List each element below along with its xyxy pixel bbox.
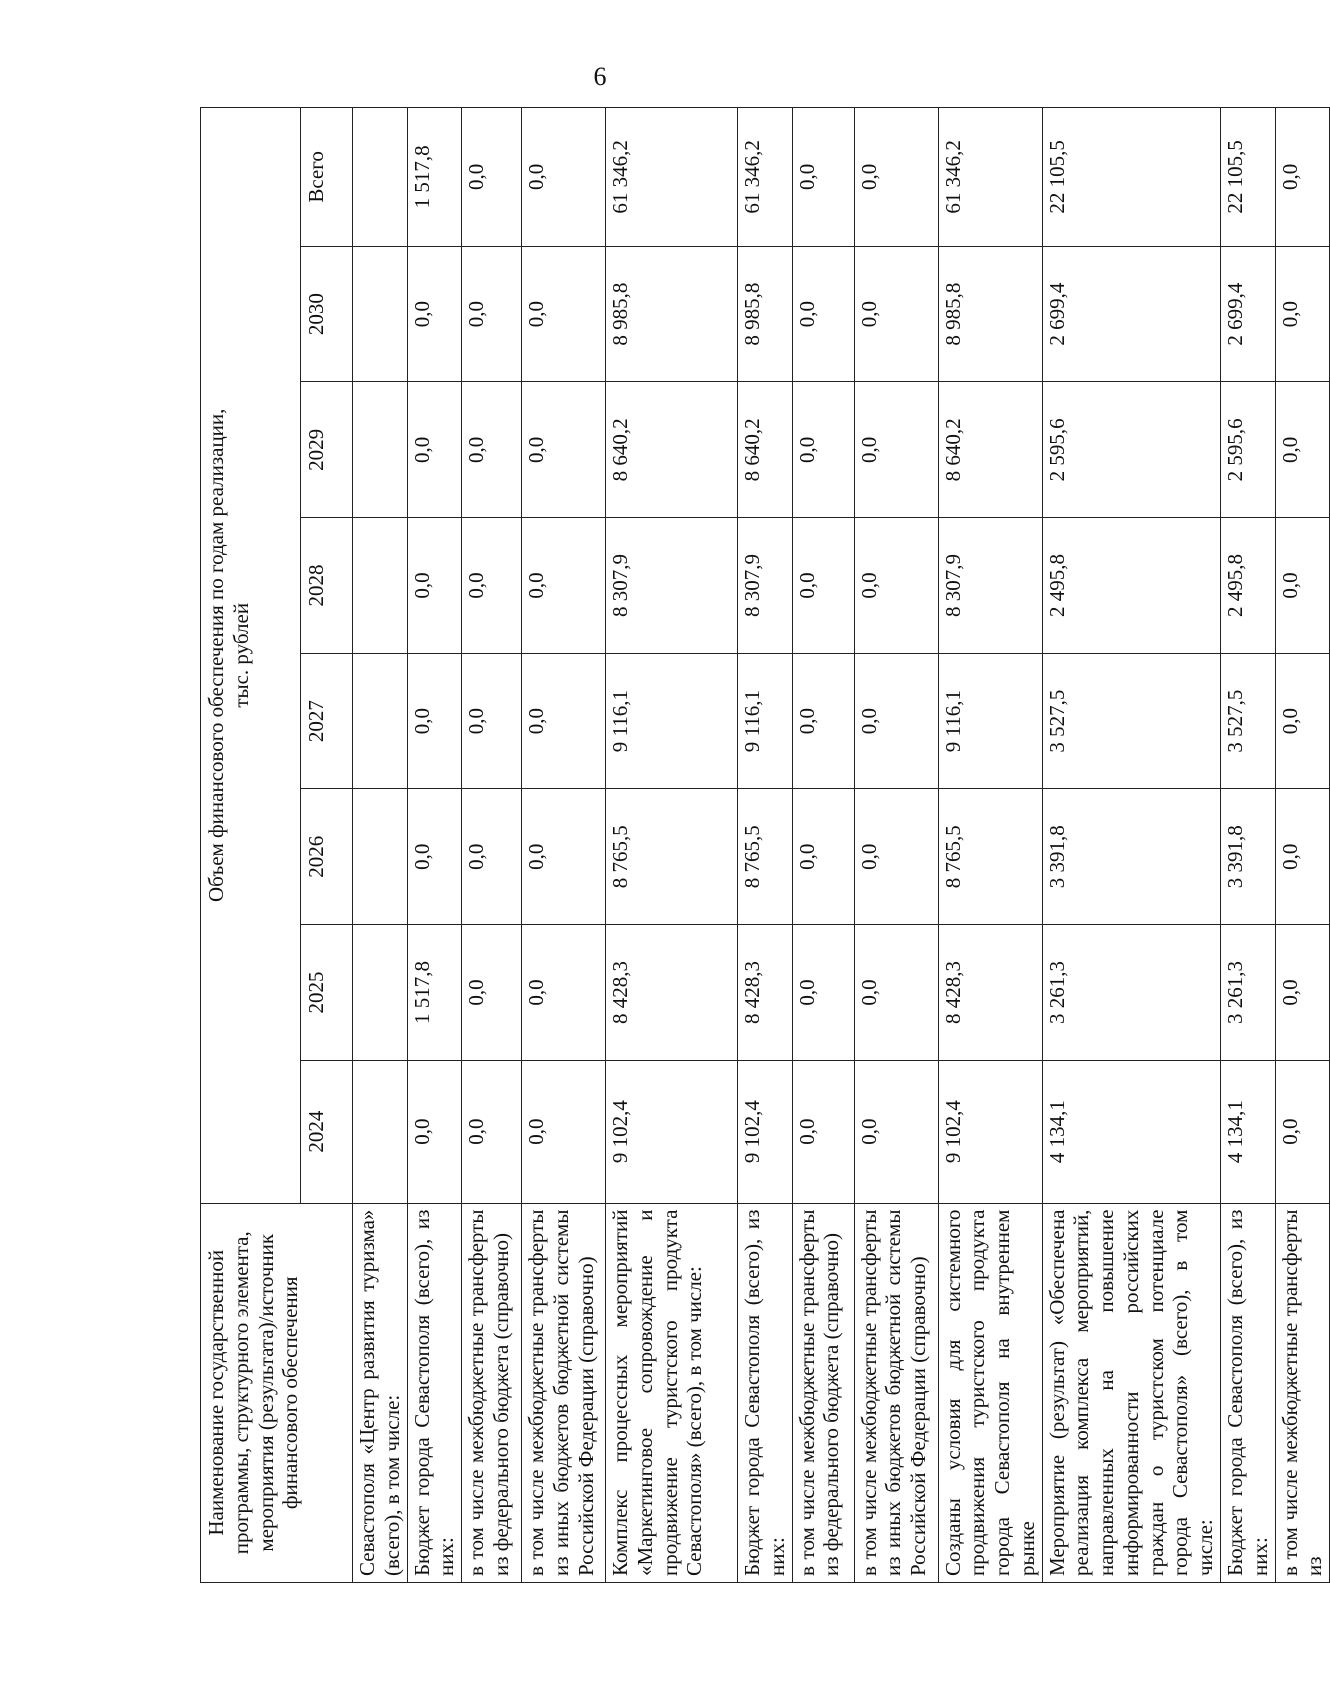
row-value: 0,0: [407, 1060, 462, 1203]
row-value: 0,0: [407, 518, 462, 654]
row-value: 0,0: [1275, 382, 1330, 518]
row-value: 0,0: [854, 518, 938, 654]
row-value: 0,0: [462, 246, 522, 382]
row-value: 8 985,8: [606, 246, 738, 382]
row-name: в том числе межбюджетные трансферты из: [1275, 1203, 1330, 1582]
row-value: 3 527,5: [1221, 653, 1276, 789]
row-value: 9 102,4: [938, 1060, 1042, 1203]
row-value: 2 595,6: [1042, 382, 1220, 518]
page-number: 6: [593, 62, 607, 91]
row-value: 0,0: [1275, 518, 1330, 654]
row-value: 1 517,8: [407, 925, 462, 1061]
row-value: 0,0: [1275, 108, 1330, 247]
header-name-column: Наименование государственной программы, структурного элемента, мероприятия (результата)/источник финансового обеспечения: [201, 1203, 353, 1582]
table-row: [407, 108, 462, 1583]
row-value: 0,0: [792, 789, 854, 925]
row-value: 0,0: [462, 789, 522, 925]
row-value: 0,0: [407, 382, 462, 518]
row-value: 8 307,9: [938, 518, 1042, 654]
row-value: 61 346,2: [938, 108, 1042, 247]
row-value: 3 391,8: [1042, 789, 1220, 925]
row-value: 0,0: [407, 246, 462, 382]
row-value: 4 134,1: [1042, 1060, 1220, 1203]
row-value: 0,0: [522, 789, 606, 925]
row-value: 0,0: [462, 1060, 522, 1203]
row-value: 0,0: [854, 1060, 938, 1203]
table-row: [738, 108, 793, 1583]
row-value: 9 102,4: [738, 1060, 793, 1203]
row-value: 8 428,3: [938, 925, 1042, 1061]
row-value: 8 428,3: [738, 925, 793, 1061]
row-value: 0,0: [522, 653, 606, 789]
row-value: 3 391,8: [1221, 789, 1276, 925]
row-value: 1 517,8: [407, 108, 462, 247]
header-group: [201, 108, 301, 1204]
row-value: 0,0: [792, 108, 854, 247]
rotated-table-container: [200, 107, 1327, 1583]
row-value: 2 699,4: [1042, 246, 1220, 382]
row-value: [353, 789, 408, 925]
row-value: 8 307,9: [738, 518, 793, 654]
header-year: 2028: [301, 518, 353, 654]
row-value: [353, 1060, 408, 1203]
header-year: 2027: [301, 653, 353, 789]
row-value: [353, 925, 408, 1061]
row-value: 0,0: [522, 518, 606, 654]
row-value: 0,0: [792, 653, 854, 789]
row-value: 8 640,2: [606, 382, 738, 518]
row-value: 4 134,1: [1221, 1060, 1276, 1203]
header-group-label: Объем финансового обеспечения по годам реализации,: [204, 408, 228, 902]
row-value: 0,0: [1275, 1060, 1330, 1203]
row-name: Комплекс процессных мероприятий «Маркетинговое сопровождение и продвижение туристского продукта Севастополя» (всего), в том числе:: [606, 1203, 738, 1582]
row-value: 0,0: [407, 653, 462, 789]
row-value: 2 595,6: [1221, 382, 1276, 518]
row-value: 0,0: [462, 382, 522, 518]
row-value: 0,0: [1275, 246, 1330, 382]
row-name: в том числе межбюджетные трансферты из федерального бюджета (справочно): [462, 1203, 522, 1582]
table-row: [938, 108, 1042, 1583]
row-value: [353, 382, 408, 518]
row-value: [353, 653, 408, 789]
row-value: 3 261,3: [1042, 925, 1220, 1061]
row-name: Севастополя «Центр развития туризма» (всего), в том числе:: [353, 1203, 408, 1582]
row-value: 0,0: [462, 653, 522, 789]
table-row: [1042, 108, 1220, 1583]
row-value: 61 346,2: [738, 108, 793, 247]
row-value: 9 116,1: [606, 653, 738, 789]
header-year: 2025: [301, 925, 353, 1061]
financing-table: [200, 107, 1330, 1583]
row-value: 2 495,8: [1042, 518, 1220, 654]
row-value: 22 105,5: [1221, 108, 1276, 247]
row-value: 8 765,5: [938, 789, 1042, 925]
row-value: 8 640,2: [738, 382, 793, 518]
row-value: 8 307,9: [606, 518, 738, 654]
row-value: 0,0: [462, 925, 522, 1061]
row-value: 0,0: [462, 518, 522, 654]
row-value: 0,0: [792, 1060, 854, 1203]
row-name: Бюджет города Севастополя (всего), из них:: [407, 1203, 462, 1582]
row-value: 8 428,3: [606, 925, 738, 1061]
table-row: [1221, 108, 1276, 1583]
row-value: [353, 108, 408, 247]
row-value: 0,0: [1275, 925, 1330, 1061]
table-row: [606, 108, 738, 1583]
row-value: 8 765,5: [606, 789, 738, 925]
row-value: 0,0: [522, 382, 606, 518]
header-year: 2029: [301, 382, 353, 518]
row-name: в том числе межбюджетные трансферты из иных бюджетов бюджетной системы Российской Федерации (справочно): [522, 1203, 606, 1582]
row-value: 0,0: [854, 653, 938, 789]
row-value: 8 985,8: [938, 246, 1042, 382]
row-value: 0,0: [854, 382, 938, 518]
row-value: 8 640,2: [938, 382, 1042, 518]
row-value: 0,0: [792, 925, 854, 1061]
row-value: 0,0: [854, 789, 938, 925]
table-row: [522, 108, 606, 1583]
header-year: 2024: [301, 1060, 353, 1203]
header-year: Всего: [301, 108, 353, 247]
row-value: 0,0: [854, 925, 938, 1061]
row-value: 0,0: [522, 108, 606, 247]
row-value: 8 985,8: [738, 246, 793, 382]
row-value: 0,0: [522, 925, 606, 1061]
row-value: 0,0: [792, 246, 854, 382]
row-name: Бюджет города Севастополя (всего), из них:: [738, 1203, 793, 1582]
row-value: 0,0: [522, 1060, 606, 1203]
row-value: [353, 246, 408, 382]
header-year: 2030: [301, 246, 353, 382]
row-value: 0,0: [522, 246, 606, 382]
row-value: 22 105,5: [1042, 108, 1220, 247]
row-value: 8 765,5: [738, 789, 793, 925]
row-value: 3 261,3: [1221, 925, 1276, 1061]
row-value: [353, 518, 408, 654]
row-name: в том числе межбюджетные трансферты из иных бюджетов бюджетной системы Российской Федерации (справочно): [854, 1203, 938, 1582]
row-name: Бюджет города Севастополя (всего), из них:: [1221, 1203, 1276, 1582]
row-value: 9 102,4: [606, 1060, 738, 1203]
row-value: 0,0: [407, 789, 462, 925]
row-name: Мероприятие (результат) «Обеспечена реализация комплекса мероприятий, направленных на повышение информированности российских граждан о туристском потенциале города Севастополя» (всего), в том числе:: [1042, 1203, 1220, 1582]
row-value: 0,0: [792, 382, 854, 518]
row-value: 0,0: [462, 108, 522, 247]
table-row: [1275, 108, 1330, 1583]
row-value: 61 346,2: [606, 108, 738, 247]
row-value: 3 527,5: [1042, 653, 1220, 789]
row-value: 0,0: [1275, 653, 1330, 789]
table-row: [353, 108, 408, 1583]
row-value: 0,0: [854, 108, 938, 247]
row-value: 2 699,4: [1221, 246, 1276, 382]
row-name: в том числе межбюджетные трансферты из федерального бюджета (справочно): [792, 1203, 854, 1582]
header-year: 2026: [301, 789, 353, 925]
table-row: [792, 108, 854, 1583]
row-name: Созданы условия для системного продвижения туристского продукта города Севастополя на внутреннем рынке: [938, 1203, 1042, 1582]
table-row: [462, 108, 522, 1583]
row-value: 0,0: [854, 246, 938, 382]
row-value: 9 116,1: [938, 653, 1042, 789]
row-value: 0,0: [1275, 789, 1330, 925]
row-value: 9 116,1: [738, 653, 793, 789]
row-value: 2 495,8: [1221, 518, 1276, 654]
row-value: 0,0: [792, 518, 854, 654]
table-row: [854, 108, 938, 1583]
header-group-unit: тыс. рублей: [228, 602, 253, 708]
